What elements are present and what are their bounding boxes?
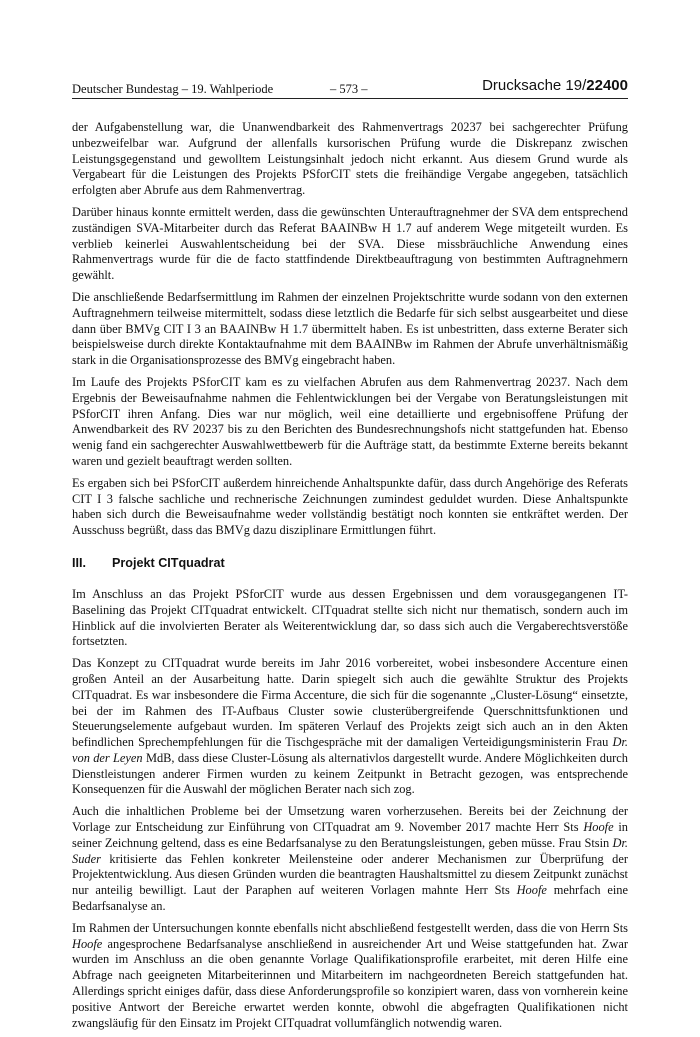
paragraph-text: Im Rahmen der Untersuchungen konnte ebenfalls nicht abschließend festgestellt werden, dass die von Herrn Sts bbox=[72, 920, 628, 935]
section-number: III. bbox=[72, 555, 86, 570]
paragraph bbox=[72, 921, 628, 1032]
header-page-number: – 573 – bbox=[330, 82, 368, 96]
person-name: Hoofe bbox=[583, 820, 614, 835]
section-title: Projekt CITquadrat bbox=[112, 555, 225, 570]
section-heading bbox=[72, 555, 628, 571]
paragraph: Es ergaben sich bei PSforCIT außerdem hinreichende Anhaltspunkte dafür, dass durch Angehörige des Referats CIT I 3 falsche sachliche und rechnerische Zeichnungen zumindest geduldet wurden. Diese Anhaltspunkte haben sich durch die Beweisaufnahme weder vollständig bestätigt noch konnten sie entkräftet werden. Der Ausschuss begrüßt, dass das BMVg dazu disziplinare Ermittlungen führt. bbox=[72, 475, 628, 538]
paragraph: Im Anschluss an das Projekt PSforCIT wurde aus dessen Ergebnissen und dem vorausgegangenen IT-Baselining das Projekt CITquadrat entwickelt. CITquadrat stellte sich nicht nur thematisch, sondern auch im Hinblick auf die involvierten Berater als Weiterentwicklung dar, so dass sich auch die Vergaberechtsverstöße fortsetzten. bbox=[72, 586, 628, 649]
header-document-number bbox=[482, 78, 628, 94]
paragraph bbox=[72, 656, 628, 798]
header-doc-prefix: Drucksache 19/ bbox=[482, 77, 587, 94]
paragraph: Darüber hinaus konnte ermittelt werden, dass die gewünschten Unterauftragnehmer der SVA dem entsprechend zuständigen SVA-Mitarbeiter durch das Referat BAAINBw H 1.7 auf anderem Wege mitgeteilt wurden. Es verblieb keinerlei Auswahlentscheidung bei der SVA. Diese missbräuchliche Anwendung eines Rahmenvertrags wurde für die de facto stattfindende Direktbeauftragung von bestimmten Auftragnehmern gewählt. bbox=[72, 204, 628, 283]
page-header bbox=[72, 78, 628, 100]
person-name: Hoofe bbox=[72, 936, 103, 951]
header-rule bbox=[72, 98, 628, 99]
paragraph-text: in seiner Zeichnung geltend, dass es eine Bedarfsanalyse zu den Beratungsleistungen, geben müsse. Frau Stsin bbox=[72, 820, 628, 850]
paragraph: Die anschließende Bedarfsermittlung im Rahmen der einzelnen Projektschritte wurde sodann von den externen Auftragnehmern teilweise mitermittelt, sodass diese letztlich die Bedarfe für sich selbst ausgearbeitet und diese dann über BMVg CIT I 3 an BAAINBw H 1.7 übermittelt haben. Es ist unbestritten, dass externe Berater sich beispielsweise durch direkte Kontaktaufnahme mit dem BAAINBw im Rahmen der Abrufe unverhältnismäßig stark in die Organisationsprozesse des BMVg eingebracht haben. bbox=[72, 289, 628, 368]
paragraph-text: MdB, dass diese Cluster-Lösung als alternativlos dargestellt wurde. Andere Möglichkeiten durch Dienstleistungen anderer Firmen wurden zu keinem Zeitpunkt in Betracht gezogen, was entsprechende Konsequenzen für die Auswahl der möglichen Berater nach sich zog. bbox=[72, 750, 629, 797]
person-name: Dr. Suder bbox=[72, 835, 628, 866]
paragraph: Im Laufe des Projekts PSforCIT kam es zu vielfachen Abrufen aus dem Rahmenvertrag 20237. Nach dem Ergebnis der Beweisaufnahme nahmen die Fehlentwicklungen bei der Vergabe von Beratungsleistungen mit PSforCIT ihren Anfang. Dies war nur möglich, weil eine detaillierte und ergebnisoffene Prüfung der Anwendbarkeit des RV 20237 bis zu den Berichten des Bundesrechnungshofs nicht stattgefunden hat. Ebenso wenig fand ein sachgerechter Auswahlwettbewerb für die Aufträge statt, da bestimmte Externe bereits bekannt waren und gezielt beauftragt werden sollten. bbox=[72, 374, 628, 468]
paragraph-text: angesprochene Bedarfsanalyse anschließend in ausreichender Art und Weise stattgefunden hat. Zwar wurden im Anschluss an die oben genannte Vorlage Qualifikationsprofile erarbeitet, mit deren Hilfe eine Abfrage nach geeigneten Mitarbeiterinnen und Mitarbeitern im nachgeordneten Bereich stattgefunden hat. Allerdings spricht einiges dafür, dass diese Anforderungsprofile so konzipiert waren, dass von vornherein keine positive Antwort der Bereiche erwartet werden konnte, obwohl die abgefragten Qualifikationen nicht zwangsläufig für den Einsatz im Projekt CITquadrat vollumfänglich notwendig waren. bbox=[72, 936, 628, 1030]
paragraph: der Aufgabenstellung war, die Unanwendbarkeit des Rahmenvertrags 20237 bei sachgerechter Prüfung unbezweifelbar war. Aufgrund der allenfalls kursorischen Prüfung wurde die Diskrepanz zwischen Leistungsgegenstand und gewolltem Leistungsinhalt jedoch nicht erkannt. Aus diesem Grund wurde als Vergabeart für die Leistungen des Projekts PSforCIT stets die freihändige Vergabe angegeben, tatsächlich erfolgten aber Abrufe aus dem Rahmenvertrag. bbox=[72, 120, 628, 198]
header-doc-number: 22400 bbox=[586, 77, 628, 94]
document-body bbox=[72, 120, 628, 1037]
paragraph-text: mehrfach eine Bedarfsanalyse an. bbox=[72, 883, 628, 914]
person-name: Hoofe bbox=[516, 883, 547, 898]
header-publication: Deutscher Bundestag – 19. Wahlperiode bbox=[72, 82, 274, 96]
paragraph bbox=[72, 804, 628, 915]
paragraph-text: Auch die inhaltlichen Probleme bei der Umsetzung waren vorherzusehen. Bereits bei der Zeichnung der Vorlage zur Entscheidung zur Einführung von CITquadrat am 9. November 2017 machte Herr Sts bbox=[72, 804, 628, 835]
paragraph-text: kritisierte das Fehlen konkreter Meilensteine oder anderer Mechanismen zur Überprüfung der Projektentwicklung. Aus diesen Gründen wurden die beantragten Haushaltsmittel zu diesem Zeitpunkt zunächst nur anteilig bewilligt. Laut der Paraphen auf weiteren Vorlagen mahnte Herr Sts bbox=[72, 851, 628, 898]
person-name: Dr. von der Leyen bbox=[72, 735, 628, 765]
paragraph-text: Das Konzept zu CITquadrat wurde bereits im Jahr 2016 vorbereitet, wobei insbesondere Accenture einen großen Anteil an der Ausarbeitung hatte. Darin spiegelt sich auch die gewählte Struktur des Projekts CITquadrat. Es war insbesondere die Firma Accenture, die sich für die sogenannte „Cluster-Lösung“ einsetzte, bei der im Rahmen des IT-Aufbaus Cluster sowie clusterübergreifende Querschnittsfunktionen und Steuerungselemente aufgebaut wurden. Im späteren Verlauf des Projekts zeigt sich auch an in den Akten befindlichen Sprechempfehlungen für die Tischgespräche mit der damaligen Verteidigungsministerin Frau bbox=[72, 656, 628, 750]
